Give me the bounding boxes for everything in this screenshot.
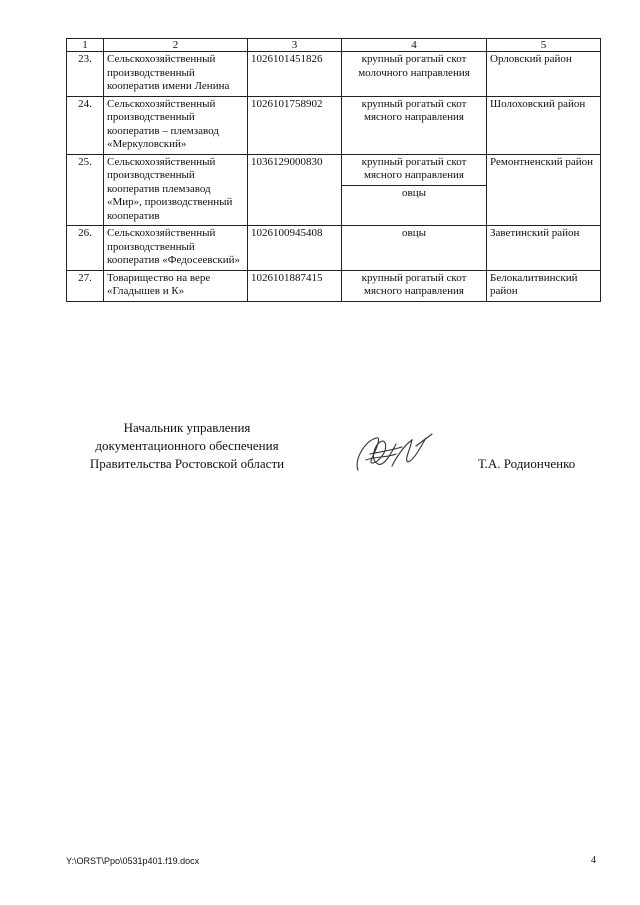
livestock-type: крупный рогатый скот мясного направления [342, 155, 486, 186]
signatory-position-line: Начальник управления [123, 420, 251, 435]
livestock-type: крупный рогатый скот мясного направления [361, 97, 467, 123]
column-header: 3 [248, 39, 342, 52]
livestock-type: крупный рогатый скот молочного направления [358, 53, 470, 79]
district-cell: Белокалитвинский район [487, 270, 601, 301]
signatory-position [56, 419, 318, 473]
row-number-cell: 25. [67, 154, 104, 226]
organization-name-cell: Сельскохозяйственный производственный кооператив «Федосеевский» [104, 226, 248, 271]
district-cell: Заветинский район [487, 226, 601, 271]
registry-table [66, 38, 601, 302]
ogrn-cell: 1036129000830 [248, 154, 342, 226]
livestock-cell [342, 96, 487, 154]
signatory-position-line: Правительства Ростовской области [89, 456, 285, 471]
district-cell: Ремонтненский район [487, 154, 601, 226]
ogrn-cell: 1026101887415 [248, 270, 342, 301]
organization-name-cell: Товарищество на вере «Гладышев и К» [104, 270, 248, 301]
organization-name-cell: Сельскохозяйственный производственный кооператив имени Ленина [104, 52, 248, 97]
row-number-cell: 26. [67, 226, 104, 271]
column-header: 4 [342, 39, 487, 52]
page-number: 4 [591, 855, 596, 866]
livestock-type: овцы [402, 186, 426, 199]
livestock-cell [342, 226, 487, 271]
table-header-row [67, 39, 601, 52]
livestock-type: крупный рогатый скот мясного направления [361, 271, 467, 297]
livestock-cell [342, 270, 487, 301]
organization-name-cell: Сельскохозяйственный производственный кооператив – племзавод «Меркуловский» [104, 96, 248, 154]
table-row [67, 96, 601, 154]
livestock-cell [342, 154, 487, 226]
column-header: 5 [487, 39, 601, 52]
district-cell: Шолоховский район [487, 96, 601, 154]
table-row [67, 52, 601, 97]
row-number-cell: 24. [67, 96, 104, 154]
row-number-cell: 23. [67, 52, 104, 97]
footer-file-path: Y:\ORST\Ppo\0531p401.f19.docx [66, 856, 200, 866]
handwritten-signature [346, 430, 436, 478]
ogrn-cell: 1026101758902 [248, 96, 342, 154]
column-header: 2 [104, 39, 248, 52]
livestock-cell [342, 52, 487, 97]
table-row [67, 270, 601, 301]
ogrn-cell: 1026101451826 [248, 52, 342, 97]
organization-name-cell: Сельскохозяйственный производственный кооператив племзавод «Мир», производственный кооператив [104, 154, 248, 226]
ogrn-cell: 1026100945408 [248, 226, 342, 271]
column-header: 1 [67, 39, 104, 52]
table-row [67, 226, 601, 271]
livestock-type: овцы [402, 227, 426, 239]
signatory-name: Т.А. Родионченко [478, 456, 576, 471]
row-number-cell: 27. [67, 270, 104, 301]
district-cell: Орловский район [487, 52, 601, 97]
signatory-position-line: документационного обеспечения [95, 438, 279, 453]
table-row [67, 154, 601, 226]
